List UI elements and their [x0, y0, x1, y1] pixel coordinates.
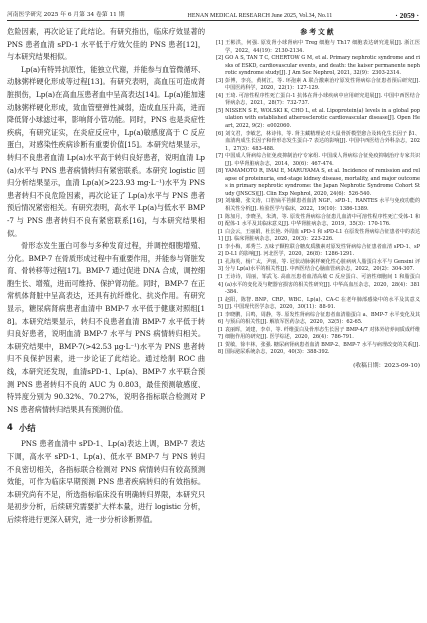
reference-text: 王琦. 可溶性程序性死亡蛋白-1 抗体在肾小球疾病中应用研究进展[J]. 中国中西医结合肾病杂志，2021，28(7)：732-737.	[225, 92, 420, 107]
reference-item	[216, 78, 420, 93]
reference-number: [13]	[217, 258, 223, 273]
journal-issue: 河南医学研究 2025 年 6 月第 34 卷第 11 期	[7, 12, 125, 19]
section-title: 小结	[18, 423, 36, 434]
references-title: 参考文献	[300, 28, 336, 36]
header-rule	[7, 20, 419, 21]
page-number: · 2059 ·	[395, 10, 419, 20]
references-column	[216, 26, 420, 369]
reference-number: [18]	[217, 341, 223, 356]
section-heading	[7, 422, 205, 434]
reference-item	[216, 229, 420, 244]
reference-number: [4]	[216, 92, 224, 99]
reference-number: [15]	[217, 296, 223, 311]
reference-text: 贺敏，徐丰林，张强. 糖尿病肾病患者血清 BMP-2、BMP-7 水平与病理改变的关系[J]. 国际泌尿系统杂志，2020，40(3)：388-392.	[225, 341, 420, 356]
reference-text: 白会云，王丽娟，杜长艳. 外周血 sPD-1 和 sPD-L1 在原发性肾病综合征患者中的表达[J]. 临床肾脏病杂志，2020，20(3)：223-226.	[225, 228, 420, 243]
reference-item	[216, 198, 420, 213]
reference-text: 陈加月，李晓圣，朱鸿，等. 原发性肾病综合征患儿血清中可溶性程序性死亡受体-1 和配体-1 水平及其临床意义[J]. 中华肾脏病杂志，2019，35(3)：170-176.	[225, 213, 420, 228]
reference-number: [12]	[217, 243, 223, 258]
left-column	[7, 26, 205, 527]
journal-english-title: HENAN MEDICAL RESEARCH June 2025, Vol.34, No.11	[187, 13, 333, 19]
reference-text: 刘文君，李敏艺，林诗伟，等. 肾主藏精理论对大鼠骨折模型愈合及转化生长因子 β1、血清内成生长因子和骨形态发生蛋白-7 表达的影响[J]. 中国中西医结合外科杂志，2021，27(3)：483-488.	[225, 130, 420, 152]
reference-item	[216, 168, 420, 198]
reference-item	[216, 312, 420, 327]
reference-number: [1]	[216, 40, 224, 46]
received-date: (收稿日期：2023-09-10)	[353, 362, 420, 369]
page-header	[7, 7, 419, 19]
reference-text: 中国成人肾病综合征免疫抑制治疗专家组. 中国成人肾病综合征免疫抑制治疗专家共识[J]. 中华肾脏病杂志，2014，30(6)：467-474.	[225, 153, 420, 167]
paragraph: 危险因素，再次论证了此结论。有研究指出，临床疗效显著的 PNS 患者血清 sPD-1 水平低于疗效欠佳的 PNS 患者[12]，与本研究结果相似。	[7, 27, 205, 62]
reference-item	[216, 108, 420, 131]
reference-number: [16]	[217, 311, 223, 326]
reference-item	[216, 244, 420, 259]
reference-item	[216, 297, 420, 312]
reference-item	[216, 153, 420, 168]
reference-item	[216, 131, 420, 154]
reference-text: 孔海英，杨广太，尹丽，等. 冠状动脉粥样硬化性心脏病病人脂蛋白水平与 Gensini 评分与 Lp(a)水平的相关性[J]. 中西医结合心脑血管病杂志，2022，20(2)：304-307.	[225, 258, 420, 273]
reference-text: 李小梅，邓秀兰. 五味子颗粒联合糖皮质激素对原发性肾病综合征患者血清 sPD-1、sPD-L1 的影响[J]. 河北医学，2020，26(8)：1286-1291.	[225, 243, 420, 258]
reference-number: [2]	[216, 55, 224, 62]
summary-paragraph: PNS 患者血清中 sPD-1、Lp(a)表达上调，BMP-7 表达下调，高水平 sPD-1、Lp(a)、低水平 BMP-7 与 PNS 转归不良密切相关，各指标联合检测对 PNS 病情转归有较高预测效能，可作为临床早期预测 PNS 患者疾病转归的有效指标。本研究尚有不足，所选指标临床没有明确转归界限，本研究只是初步分析，后续研究需要扩大样本量，进行 logistic 分析，后续将进行更深入研究，进一步分析诊断界值。	[7, 439, 205, 524]
reference-number: [17]	[217, 326, 223, 341]
reference-list	[216, 40, 420, 357]
reference-text: 王诗诗，周丽，邹武飞. 高血压患者血清高敏 C 反应蛋白、可溶性细胞间 1 和脂蛋白(a)水平的变化及与靶器官损害的相关性研究[J]. 中华高血压杂志，2020，28(4)：381-384.	[225, 273, 420, 296]
reference-item	[216, 327, 420, 342]
reference-text: 袁丽晖，刘建，李卓，等. 纤维蛋白及骨形态生长因子 BMP-4/7 对体外培养间质成纤维细胞作用的研究[J]. 医学综述，2020，26(4)：786-791.	[225, 326, 420, 341]
reference-text: NISSEN S E, WOLSKI K, CHO L, et al. Lipoprotein(a) levels in a global population with established atherosclerotic cardiovascular disease[J]. Open Heart, 2022, 9(2)：e002060.	[225, 107, 420, 130]
reference-text: GO A S, TAN T C, CHERTOW G M, et al. Primary nephrotic syndrome and risks of ESKD, cardiovascular events, and death: the kaiser permanente nephrotic syndrome study[J]. J Am Soc Nephrol, 2021, 32(9)：2303-2314.	[225, 55, 420, 77]
reference-text: 王彬洪，何强. 原发肾小球肾病中 Treg 细胞与 Th17 细胞表达研究进展[J]. 浙江医学，2022，44(19)：2130-2134.	[225, 40, 420, 54]
reference-number: [6]	[216, 130, 224, 137]
reference-number: [5]	[216, 107, 224, 114]
reference-number: [11]	[217, 228, 223, 243]
reference-item	[216, 259, 420, 274]
reference-number: [14]	[217, 273, 223, 288]
reference-text: 彭博，李亮，黄树江，等. 环孢素 A 联合激素治疗原发性肾病综合征患者预后研究[J]. 中国医药科学，2020，22(1)：127-129.	[225, 77, 420, 92]
section-number: 4	[7, 422, 13, 433]
reference-item	[216, 93, 420, 108]
reference-item	[216, 274, 420, 297]
reference-item	[216, 214, 420, 229]
reference-number: [9]	[216, 198, 224, 205]
paragraph: Lp(a)有特异抗原性，能独立代谢，并能参与血管微循环、动脉粥样硬化形成等过程[13]。有研究表明，高血压可造成肾脏损伤，Lp(a)在高血压患者血中呈高表达[14]。Lp(a)能加速动脉粥样硬化形成，致血管壁弹性减弱，造成血压升高，进而降低肾小球滤过率，影响肾小管功能。同时，PNS 也是炎症性疾病，有研究证实，在炎症反应中，Lp(a)敏感度高于 C 反应蛋白，对感染性疾病诊断有重要价值[15]。本研究结果显示，转归不良患者血清 Lp(a)水平高于转归良好患者，说明血清 Lp(a)水平与 PNS 患者病情转归有紧密联系。本研究 logistic 回归分析结果显示，血清 Lp(a)(>223.93 mg·L⁻¹)水平为 PNS 患者转归不良危险因素，再次论证了 Lp(a)水平与 PNS 患者预后情况紧密相关。有研究表明，高水平 Lp(a)与低水平 BMP-7 与 PNS 患者转归不良有紧密联系[16]，与本研究结果相似。	[7, 64, 205, 238]
reference-number: [8]	[216, 168, 224, 175]
reference-text: 李晓鹏，吕鸣，周静，等. 原发性肾病综合征患者血清脂蛋白 a、BMP-7 水平变化及其与预后的相关性[J]. 解放军医药杂志，2020，32(5)：62-65.	[225, 311, 420, 326]
reference-number: [7]	[216, 153, 224, 160]
reference-text: 赵阳，陈智. BNP、CRP、WBC、Lp(a)、CA-C 在老年肺部感染中的水平及其意义[J]. 中国现代医学杂志，2020，30(11)：88-91.	[225, 296, 420, 311]
reference-text: 刘瑜璐，张文涛，口腔扁平苔藓患者血清 NGF、sPD-1、RANTES 水平与免疫功能的相关性分析[J]. 检验医学与临床，2022，19(10)：1386-1389.	[225, 198, 420, 213]
paragraph: 骨形态发生蛋白可参与多种发育过程，并调控细胞增殖、分化。BMP-7 在骨质形成过程中有重要作用，并能参与肾脏发育、骨转移等过程[17]。BMP-7 通过促进 DNA 合成，调控细胞生长、增殖，进而可维持、保护肾功能。同时，BMP-7 在正常机体肾脏中呈高表达，还具有抗纤维化、抗炎作用。有研究显示，糖尿病肾病患者血清中 BMP-7 水平低于健康对照组[18]。本研究结果显示，转归不良患者血清 BMP-7 水平低于转归良好患者，说明血清 BMP-7 水平与 PNS 病情转归相关。本研究结果中，BMP-7(>42.53 μg·L⁻¹)水平为 PNS 患者转归不良保护因素，进一步论证了此结论。通过绘制 ROC 曲线，本研究还发现，血清sPD-1、Lp(a)、BMP-7 水平联合预测 PNS 患者转归不良的 AUC 为 0.803，最佳预测敏感度、特异度分别为 90.32%、70.27%，说明各指标联合检测对 PNS 患者病情转归结果具有预测价值。	[7, 241, 205, 414]
reference-item	[216, 40, 420, 55]
reference-item	[216, 342, 420, 357]
reference-text: YAMAMOTO R, IMAI E, MARUYAMA S, et al. Incidence of remission and relapse of proteinuria, end-stage kidney disease, mortality, and major outcomes in primary nephrotic syndrome: the Japan Nephrotic Syndrome Cohort Study (JNSCS)[J]. Clin Exp Nephrol, 2020, 24(6)：526-540.	[225, 168, 420, 197]
reference-number: [3]	[216, 77, 224, 84]
reference-number: [10]	[217, 213, 223, 228]
reference-item	[216, 55, 420, 78]
